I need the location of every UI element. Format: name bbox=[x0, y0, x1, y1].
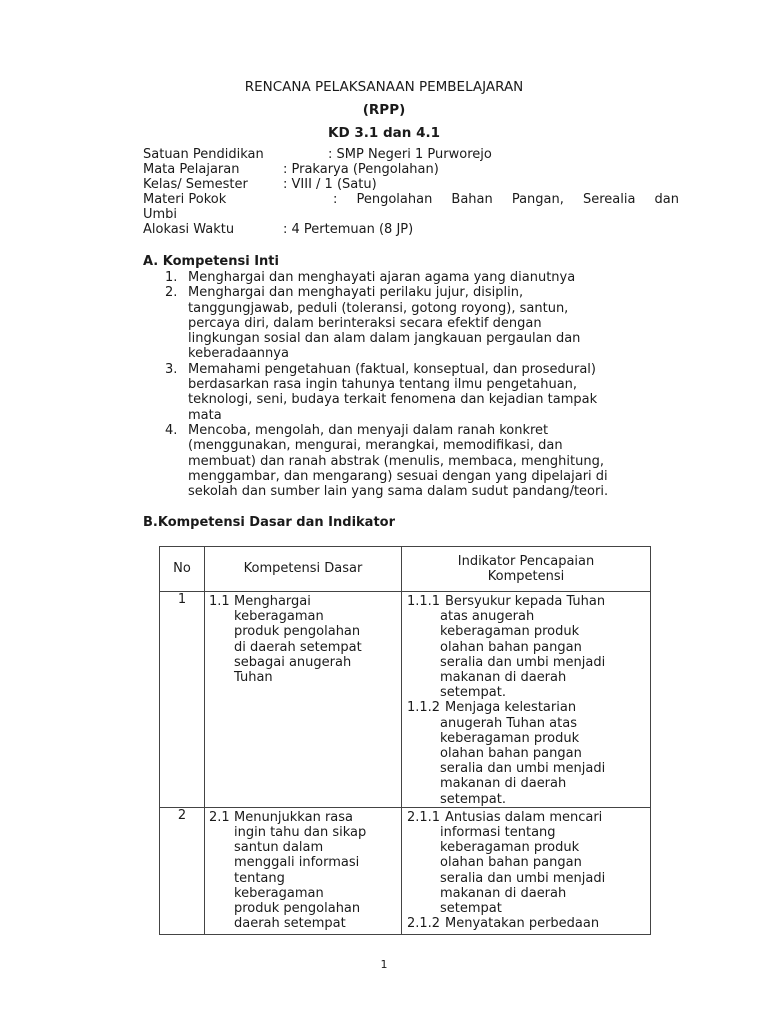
indicator-line: keberagaman produk bbox=[440, 840, 580, 856]
identity-label: Mata Pelajaran bbox=[143, 162, 240, 177]
list-item-number: 1. bbox=[165, 270, 178, 285]
indicator-line: Menjaga kelestarian bbox=[445, 700, 577, 716]
table-header-kd: Kompetensi Dasar bbox=[205, 547, 402, 592]
identity-label: Kelas/ Semester bbox=[143, 177, 248, 192]
identity-block bbox=[143, 147, 679, 237]
kd-line: keberagaman bbox=[234, 885, 324, 901]
table-header-indicator-line: Kompetensi bbox=[487, 569, 565, 584]
list-item-number: 4. bbox=[165, 422, 178, 438]
list-item bbox=[143, 362, 683, 423]
kd-line: Menghargai bbox=[234, 594, 311, 609]
table-cell-no: 1 bbox=[160, 592, 205, 808]
kd-number: 1.1 bbox=[209, 594, 230, 609]
indicator-line: setempat. bbox=[440, 791, 506, 807]
indicator-line: seralia dan umbi menjadi bbox=[440, 761, 606, 777]
kd-line: di daerah setempat bbox=[234, 639, 362, 655]
identity-label: Satuan Pendidikan bbox=[143, 147, 264, 162]
table-header-indicator-line: Indikator Pencapaian bbox=[457, 553, 595, 569]
list-item-line: (menggunakan, mengurai, merangkai, memodifikasi, dan bbox=[188, 438, 563, 454]
identity-value: : Pengolahan Bahan Pangan, Serealia dan bbox=[333, 192, 679, 207]
indicator-line: keberagaman produk bbox=[440, 624, 580, 640]
list-item-line: berdasarkan rasa ingin tahunya tentang ilmu pengetahuan, bbox=[188, 377, 578, 393]
list-item-number: 2. bbox=[165, 285, 178, 301]
list-item-line: Mencoba, mengolah, dan menyaji dalam ranah konkret bbox=[188, 422, 549, 438]
indicator-line: makanan di daerah bbox=[440, 776, 567, 792]
table-cell-kd bbox=[205, 807, 402, 935]
indicator-line: setempat. bbox=[440, 685, 506, 701]
list-item-line: lingkungan sosial dan alam dalam jangkauan pergaulan dan bbox=[188, 331, 581, 347]
list-item-number: 3. bbox=[165, 361, 178, 377]
table-row bbox=[160, 592, 651, 808]
identity-value: : Prakarya (Pengolahan) bbox=[283, 162, 439, 177]
indicator-line: Antusias dalam mencari bbox=[445, 809, 603, 825]
identity-value: : 4 Pertemuan (8 JP) bbox=[283, 222, 414, 237]
list-item-line: sekolah dan sumber lain yang sama dalam sudut pandang/teori. bbox=[188, 484, 609, 500]
identity-row-alokasi bbox=[143, 222, 679, 237]
identity-value: : SMP Negeri 1 Purworejo bbox=[328, 147, 492, 162]
indicator-number: 2.1.2 bbox=[407, 916, 441, 932]
kd-line: santun dalam bbox=[234, 840, 324, 856]
list-item-line: teknologi, seni, budaya terkait fenomena dan kejadian tampak bbox=[188, 392, 598, 408]
kd-line: keberagaman bbox=[234, 609, 324, 625]
list-item-line: menggambar, dan mengarang) sesuai dengan yang dipelajari di bbox=[188, 468, 608, 484]
table-cell-indicator bbox=[402, 592, 651, 808]
kd-item bbox=[205, 592, 401, 685]
kd-line: produk pengolahan bbox=[234, 624, 361, 640]
identity-row-kelas bbox=[143, 177, 679, 192]
document-title: RENCANA PELAKSANAAN PEMBELAJARAN bbox=[244, 79, 524, 95]
indicator-line: olahan bahan pangan bbox=[440, 746, 582, 762]
indicator-line: seralia dan umbi menjadi bbox=[440, 870, 606, 886]
indicator-line: seralia dan umbi menjadi bbox=[440, 654, 606, 670]
identity-value-continuation: Umbi bbox=[143, 207, 178, 222]
kd-item bbox=[205, 808, 401, 932]
list-item-line: Memahami pengetahuan (faktual, konseptual, dan prosedural) bbox=[188, 361, 596, 377]
list-item-line: keberadaannya bbox=[188, 346, 289, 362]
identity-value: : VIII / 1 (Satu) bbox=[283, 177, 377, 192]
indicator-line: olahan bahan pangan bbox=[440, 855, 582, 871]
kd-number: 2.1 bbox=[209, 809, 230, 825]
list-item-line: Menghargai dan menghayati perilaku jujur, disiplin, bbox=[188, 285, 524, 301]
document-subtitle-rpp: (RPP) bbox=[362, 102, 406, 118]
kompetensi-dasar-table bbox=[159, 546, 651, 935]
kd-line: menggali informasi bbox=[234, 855, 360, 871]
list-item-line: mata bbox=[188, 407, 222, 423]
table-header-no: No bbox=[160, 547, 205, 592]
table-cell-indicator bbox=[402, 807, 651, 935]
kompetensi-inti-list bbox=[143, 270, 683, 499]
table-header-row bbox=[160, 547, 651, 592]
indicator-line: anugerah Tuhan atas bbox=[440, 715, 577, 731]
kd-line: sebagai anugerah bbox=[234, 654, 352, 670]
list-item-line: percaya diri, dalam berinteraksi secara efektif dengan bbox=[188, 315, 542, 331]
table-row bbox=[160, 807, 651, 935]
list-item-line: membuat) dan ranah abstrak (menulis, membaca, menghitung, bbox=[188, 453, 604, 469]
indicator-line: makanan di daerah bbox=[440, 670, 567, 686]
indicator-item bbox=[402, 700, 650, 806]
list-item bbox=[143, 285, 683, 361]
identity-label: Alokasi Waktu bbox=[143, 222, 235, 237]
indicator-number: 1.1.1 bbox=[407, 594, 441, 609]
indicator-line: atas anugerah bbox=[440, 609, 535, 625]
list-item-line: Menghargai dan menghayati ajaran agama yang dianutnya bbox=[188, 270, 576, 285]
section-a-heading: A. Kompetensi Inti bbox=[143, 254, 279, 269]
list-item bbox=[143, 423, 683, 499]
indicator-line: Menyatakan perbedaan bbox=[445, 916, 600, 932]
table-header-indicator bbox=[402, 547, 651, 592]
section-b-heading: B.Kompetensi Dasar dan Indikator bbox=[143, 515, 395, 530]
kd-line: Tuhan bbox=[234, 670, 273, 686]
document-subtitle-kd: KD 3.1 dan 4.1 bbox=[328, 125, 440, 141]
indicator-line: keberagaman produk bbox=[440, 730, 580, 746]
kd-line: produk pengolahan bbox=[234, 901, 361, 917]
kd-line: daerah setempat bbox=[234, 916, 346, 932]
indicator-item bbox=[402, 916, 650, 934]
identity-row-satuan bbox=[143, 147, 679, 162]
indicator-item bbox=[402, 808, 650, 916]
indicator-number: 1.1.2 bbox=[407, 700, 441, 716]
list-item-line: tanggungjawab, peduli (toleransi, gotong royong), santun, bbox=[188, 300, 569, 316]
table-cell-kd bbox=[205, 592, 402, 808]
page-number: 1 bbox=[380, 958, 388, 971]
kd-line: Menunjukkan rasa bbox=[234, 809, 353, 825]
table-cell-no: 2 bbox=[160, 807, 205, 935]
kd-line: tentang bbox=[234, 870, 285, 886]
identity-row-materi bbox=[143, 192, 679, 207]
indicator-line: makanan di daerah bbox=[440, 885, 567, 901]
indicator-line: olahan bahan pangan bbox=[440, 639, 582, 655]
identity-row-materi-cont bbox=[143, 207, 679, 222]
identity-row-mapel bbox=[143, 162, 679, 177]
indicator-line: Bersyukur kepada Tuhan bbox=[445, 594, 606, 609]
list-item bbox=[143, 270, 683, 285]
kd-line: ingin tahu dan sikap bbox=[234, 825, 367, 841]
indicator-number: 2.1.1 bbox=[407, 809, 441, 825]
indicator-line: informasi tentang bbox=[440, 825, 556, 841]
identity-label: Materi Pokok bbox=[143, 192, 227, 207]
indicator-line: setempat bbox=[440, 901, 502, 917]
indicator-item bbox=[402, 592, 650, 700]
